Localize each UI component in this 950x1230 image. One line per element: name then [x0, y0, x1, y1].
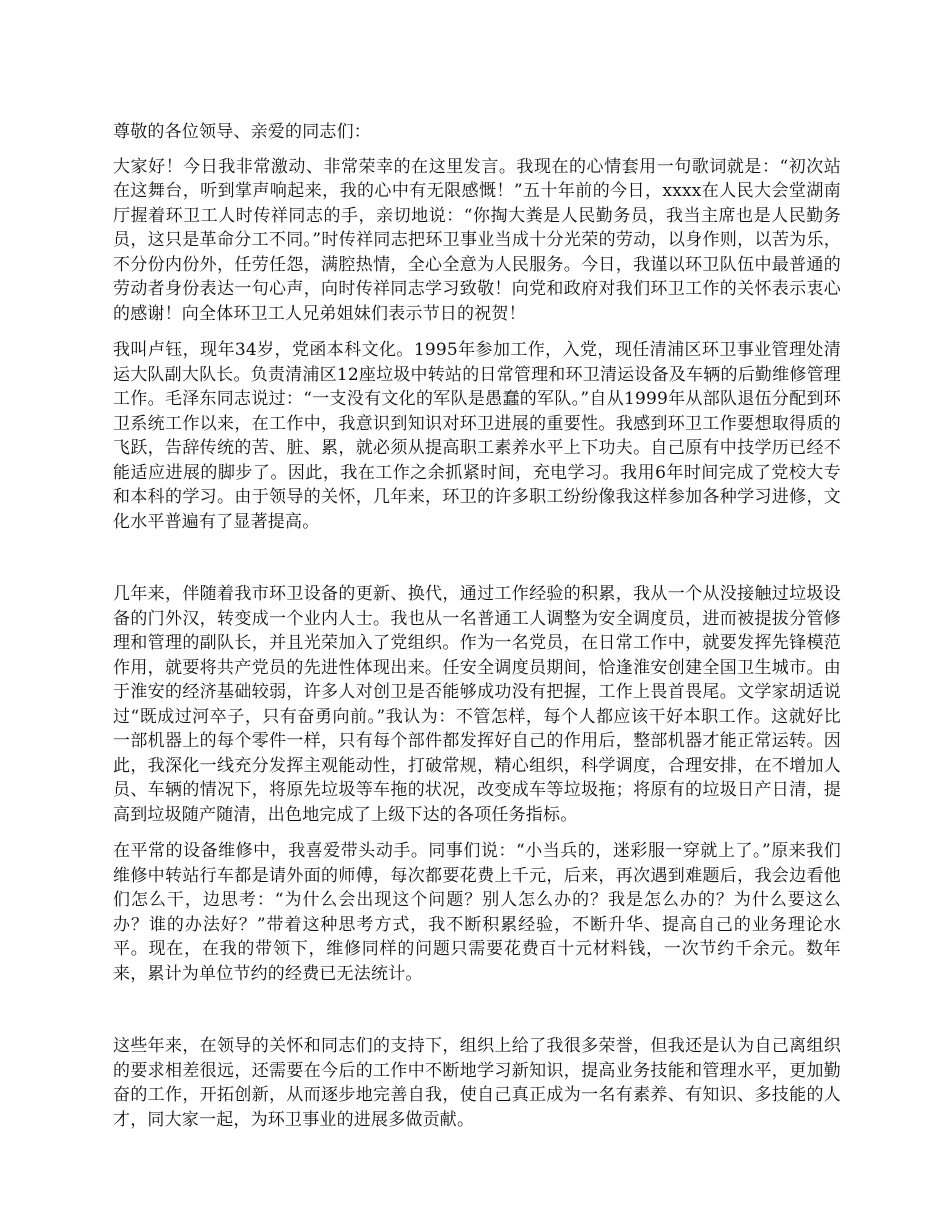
paragraph-equipment-maintenance: 在平常的设备维修中，我喜爱带头动手。同事们说：“小当兵的，迷彩服一穿就上了。”原来我们维修中转站行车都是请外面的师傅，每次都要花费上千元，后来，再次遇到难题后，我会边看他们怎么干，边思考：“为什么会出现这个问题？别人怎么办的？我是怎么办的？为什么要这么办？谁的办法好？”带着这种思考方式，我不断积累经验，不断升华、提高自己的业务理论水平。现在，在我的带领下，维修同样的问题只需要花费百十元材料钱，一次节约千余元。数年来，累计为单位节约的经费已无法统计。 — [113, 841, 841, 984]
document-body — [113, 120, 841, 1132]
paragraph-closing: 这些年来，在领导的关怀和同志们的支持下，组织上给了我很多荣誉，但我还是认为自己离组织的要求相差很远，还需要在今后的工作中不断地学习新知识，提高业务技能和管理水平，更加勤奋的工作，开拓创新，从而逐步地完善自我，使自己真正成为一名有素养、有知识、多技能的人才，同大家一起，为环卫事业的进展多做贡献。 — [113, 1036, 841, 1130]
paragraph-opening: 大家好！今日我非常激动、非常荣幸的在这里发言。我现在的心情套用一句歌词就是：“初次站在这舞台，听到掌声响起来，我的心中有无限感慨！”五十年前的今日，xxxx在人民大会堂湖南厅握着环卫工人时传祥同志的手，亲切地说：“你掏大粪是人民勤务员，我当主席也是人民勤务员，这只是革命分工不同。”时传祥同志把环卫事业当成十分光荣的劳动，以身作则，以苦为乐，不分份内份外，任劳任怨，满腔热情，全心全意为人民服务。今日，我谨以环卫队伍中最普通的劳动者身份表达一句心声，向时传祥同志学习致敬！向党和政府对我们环卫工作的关怀表示衷心的感谢！向全体环卫工人兄弟姐妹们表示节日的祝贺！ — [113, 156, 841, 324]
paragraph-self-introduction: 我叫卢钰，现年34岁，党函本科文化。1995年参加工作，入党，现任清浦区环卫事业管理处清运大队副大队长。负责清浦区12座垃圾中转站的日常管理和环卫清运设备及车辆的后勤维修管理工作。毛泽东同志说过：“一支没有文化的军队是愚蠢的军队。”自从1999年从部队退伍分配到环卫系统工作以来，在工作中，我意识到知识对环卫进展的重要性。我感到环卫工作要想取得质的飞跃，告辞传统的苦、脏、累，就必须从提高职工素养水平上下功夫。自己原有中技学历已经不能适应进展的脚步了。因此，我在工作之余抓紧时间，充电学习。我用6年时间完成了党校大专和本科的学习。由于领导的关怀，几年来，环卫的许多职工纷纷像我这样参加各种学习进修，文化水平普遍有了显著提高。 — [113, 340, 841, 532]
salutation: 尊敬的各位领导、亲爱的同志们： — [113, 122, 371, 142]
paragraph-career-growth: 几年来，伴随着我市环卫设备的更新、换代，通过工作经验的积累，我从一个从没接触过垃圾设备的门外汉，转变成一个业内人士。我也从一名普通工人调整为安全调度员，进而被提拔分管修理和管理的副队长，并且光荣加入了党组织。作为一名党员，在日常工作中，就要发挥先锋模范作用，就要将共产党员的先进性体现出来。任安全调度员期间，恰逢淮安创建全国卫生城市。由于淮安的经济基础较弱，许多人对创卫是否能够成功没有把握，工作上畏首畏尾。文学家胡适说过“既成过河卒子，只有奋勇向前。”我认为：不管怎样，每个人都应该干好本职工作。这就好比一部机器上的每个零件一样，只有每个部件都发挥好自己的作用后，整部机器才能正常运转。因此，我深化一线充分发挥主观能动性，打破常规，精心组织，科学调度，合理安排，在不增加人员、车辆的情况下，将原先垃圾等车拖的状况，改变成车等垃圾拖；将原有的垃圾日产日清，提高到垃圾随产随清，出色地完成了上级下达的各项任务指标。 — [113, 584, 841, 825]
